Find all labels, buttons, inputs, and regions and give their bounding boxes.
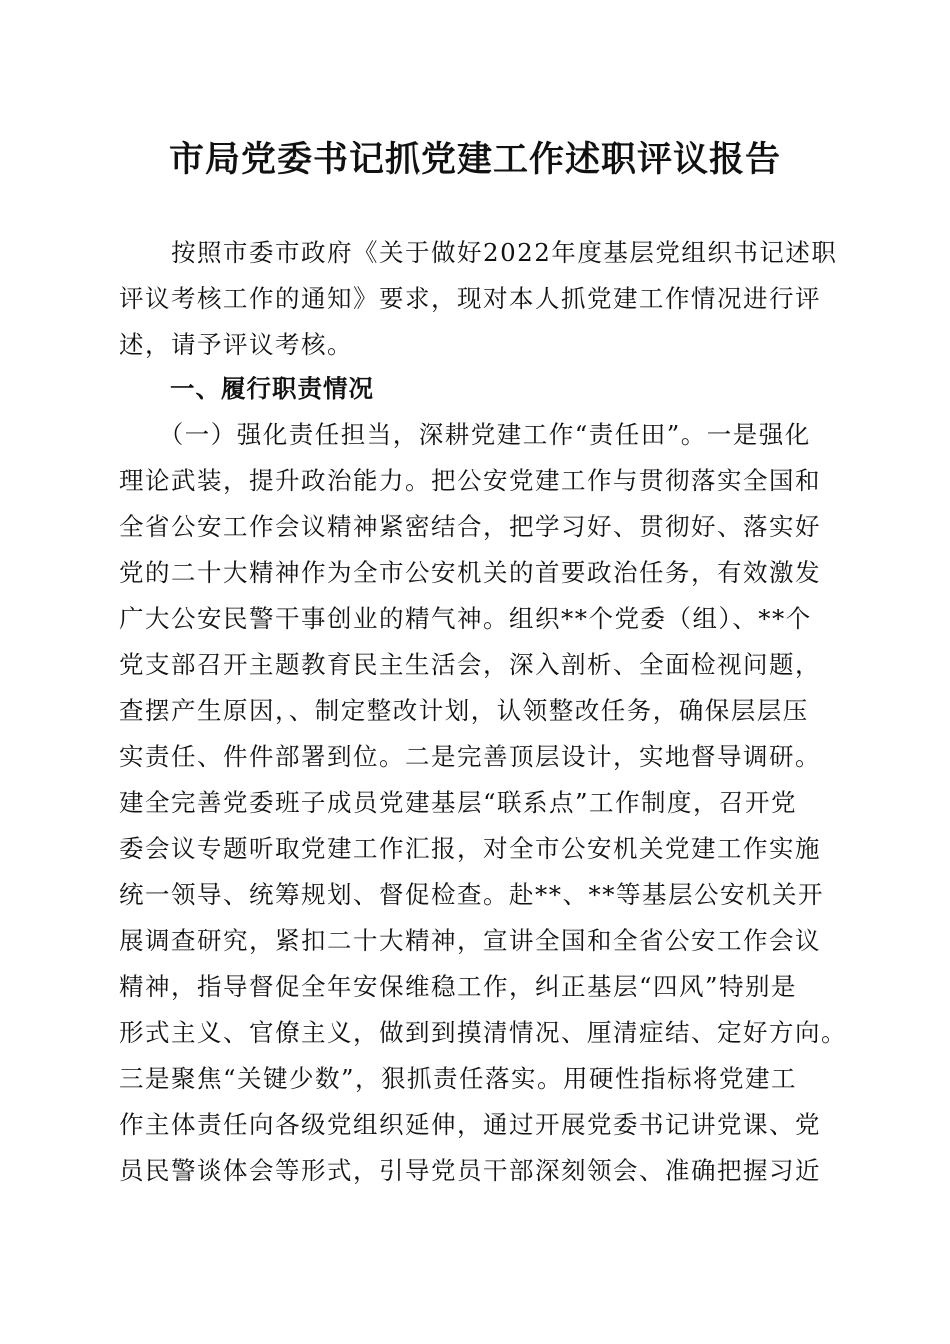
paragraph-line: 三是聚焦“关键少数”，狠抓责任落实。用硬性指标将党建工 [119, 1064, 798, 1093]
paragraph-line: 按照市委市政府《关于做好2022年度基层党组织书记述职 [119, 238, 838, 267]
paragraph-line: 展调查研究，紧扣二十大精神，宣讲全国和全省公安工作会议 [119, 926, 821, 955]
paragraph-line: 全省公安工作会议精神紧密结合，把学习好、贯彻好、落实好 [119, 512, 821, 541]
paragraph-line: 建全完善党委班子成员党建基层“联系点”工作制度，召开党 [119, 788, 798, 817]
paragraph-line: （一）强化责任担当，深耕党建工作“责任田”。一是强化 [119, 420, 811, 449]
paragraph-line: 党支部召开主题教育民主生活会，深入剖析、全面检视问题， [119, 650, 821, 679]
paragraph-line: 党的二十大精神作为全市公安机关的首要政治任务，有效激发 [119, 558, 821, 587]
paragraph-line: 委会议专题听取党建工作汇报，对全市公安机关党建工作实施 [119, 834, 821, 863]
paragraph-line: 广大公安民警干事创业的精气神。组织**个党委（组）、**个 [119, 604, 812, 633]
document-title: 市局党委书记抓党建工作述职评议报告 [168, 139, 781, 180]
paragraph-line: 查摆产生原因，、制定整改计划，认领整改任务，确保层层压 [119, 696, 809, 725]
paragraph-line: 精神，指导督促全年安保维稳工作，纠正基层“四风”特别是 [119, 972, 798, 1001]
section-heading: 一、履行职责情况 [119, 374, 374, 403]
paragraph-line: 形式主义、官僚主义，做到到摸清情况、厘清症结、定好方向。 [119, 1018, 847, 1047]
paragraph-line: 实责任、件件部署到位。二是完善顶层设计，实地督导调研。 [119, 742, 821, 771]
paragraph-line: 员民警谈体会等形式，引导党员干部深刻领会、准确把握习近 [119, 1156, 821, 1185]
paragraph-line: 述，请予评议考核。 [119, 330, 353, 359]
paragraph-line: 统一领导、统筹规划、督促检查。赴**、**等基层公安机关开 [119, 880, 824, 909]
paragraph-line: 评议考核工作的通知》要求，现对本人抓党建工作情况进行评 [119, 284, 821, 313]
paragraph-line: 理论武装，提升政治能力。把公安党建工作与贯彻落实全国和 [119, 466, 821, 495]
paragraph-line: 作主体责任向各级党组织延伸，通过开展党委书记讲党课、党 [119, 1110, 821, 1139]
